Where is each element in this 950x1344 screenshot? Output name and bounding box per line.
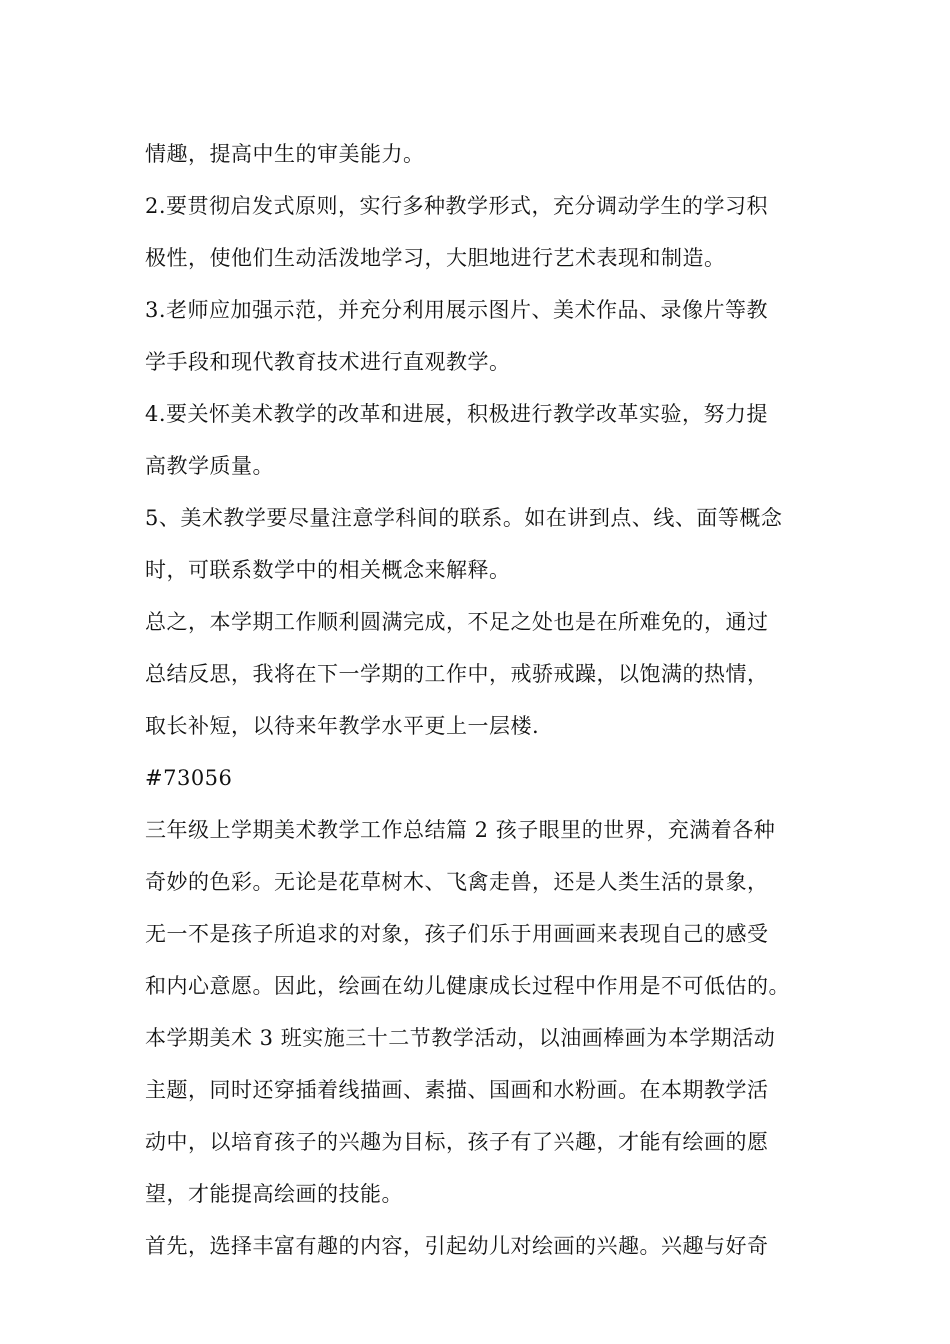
text-line: 总结反思，我将在下一学期的工作中，戒骄戒躁，以饱满的热情，: [145, 662, 769, 686]
text-line: 2.要贯彻启发式原则，实行多种教学形式，充分调动学生的学习积: [145, 194, 769, 218]
text-line: 5、美术教学要尽量注意学科间的联系。如在讲到点、线、面等概念: [145, 506, 783, 530]
text-line: 极性，使他们生动活泼地学习，大胆地进行艺术表现和制造。: [145, 246, 726, 270]
document-body: [145, 128, 810, 1272]
text-line: 首先，选择丰富有趣的内容，引起幼儿对绘画的兴趣。兴趣与好奇: [145, 1234, 769, 1258]
text-line: 无一不是孩子所追求的对象，孩子们乐于用画画来表现自己的感受: [145, 922, 769, 946]
text-line: 本学期美术 3 班实施三十二节教学活动，以油画棒画为本学期活动: [145, 1026, 776, 1050]
text-line: 情趣，提高中生的审美能力。: [145, 142, 425, 166]
text-line: 望，才能提高绘画的技能。: [145, 1182, 403, 1206]
text-line: 取长补短，以待来年教学水平更上一层楼.: [145, 714, 540, 738]
text-line: 三年级上学期美术教学工作总结篇 2 孩子眼里的世界，充满着各种: [145, 818, 776, 842]
text-line: 和内心意愿。因此，绘画在幼儿健康成长过程中作用是不可低估的。: [145, 974, 790, 998]
text-line: 高教学质量。: [145, 454, 274, 478]
text-line: 时，可联系数学中的相关概念来解释。: [145, 558, 511, 582]
text-line: 3.老师应加强示范，并充分利用展示图片、美术作品、录像片等教: [145, 298, 769, 322]
document-id: #73056: [145, 766, 233, 790]
text-line: 4.要关怀美术教学的改革和进展，积极进行教学改革实验，努力提: [145, 402, 769, 426]
text-line: 主题，同时还穿插着线描画、素描、国画和水粉画。在本期教学活: [145, 1078, 769, 1102]
text-line: 总之，本学期工作顺利圆满完成，不足之处也是在所难免的，通过: [145, 610, 769, 634]
text-line: 奇妙的色彩。无论是花草树木、飞禽走兽，还是人类生活的景象，: [145, 870, 769, 894]
text-line: 学手段和现代教育技术进行直观教学。: [145, 350, 511, 374]
text-line: 动中，以培育孩子的兴趣为目标，孩子有了兴趣，才能有绘画的愿: [145, 1130, 769, 1154]
